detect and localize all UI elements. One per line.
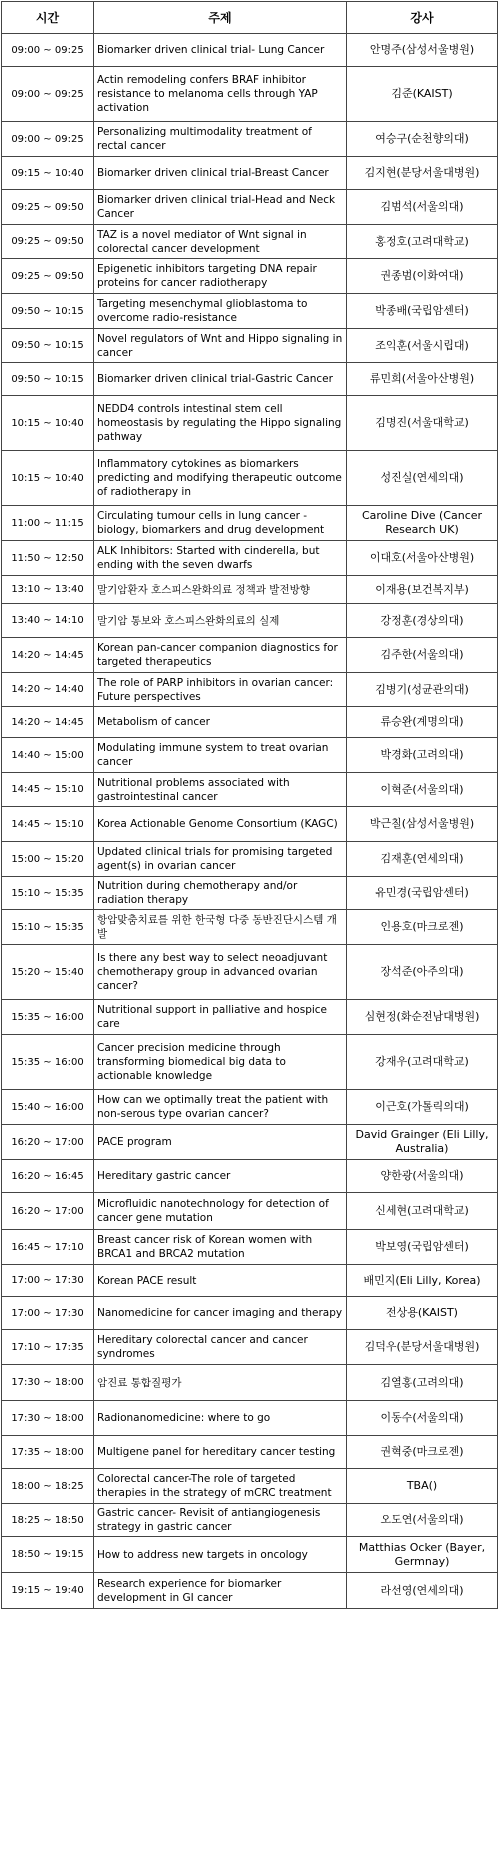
table-row bbox=[2, 190, 498, 225]
table-row bbox=[2, 67, 498, 122]
table-row bbox=[2, 1230, 498, 1265]
topic-cell: Nutritional support in palliative and hospice care bbox=[94, 1000, 347, 1035]
table-row bbox=[2, 506, 498, 541]
speaker-cell: 신세현(고려대학교) bbox=[347, 1193, 498, 1230]
table-row bbox=[2, 294, 498, 329]
topic-cell: How can we optimally treat the patient with non-serous type ovarian cancer? bbox=[94, 1090, 347, 1125]
table-row bbox=[2, 1469, 498, 1504]
speaker-cell: 조익훈(서울시립대) bbox=[347, 329, 498, 363]
topic-cell: 항암맞춤치료를 위한 한국형 다중 동반진단시스템 개발 bbox=[94, 910, 347, 945]
table-row bbox=[2, 1330, 498, 1365]
topic-cell: Metabolism of cancer bbox=[94, 707, 347, 738]
table-row bbox=[2, 396, 498, 451]
speaker-cell: David Grainger (Eli Lilly, Australia) bbox=[347, 1125, 498, 1160]
time-cell: 09:50 ~ 10:15 bbox=[2, 294, 94, 329]
topic-cell: Is there any best way to select neoadjuvant chemotherapy group in advanced ovarian cancer? bbox=[94, 945, 347, 1000]
speaker-cell: 박종배(국립암센터) bbox=[347, 294, 498, 329]
speaker-cell: TBA() bbox=[347, 1469, 498, 1504]
topic-cell: Breast cancer risk of Korean women with BRCA1 and BRCA2 mutation bbox=[94, 1230, 347, 1265]
table-row bbox=[2, 1504, 498, 1537]
time-cell: 09:50 ~ 10:15 bbox=[2, 363, 94, 396]
table-row bbox=[2, 259, 498, 294]
speaker-cell: 박보영(국립암센터) bbox=[347, 1230, 498, 1265]
time-cell: 17:10 ~ 17:35 bbox=[2, 1330, 94, 1365]
time-cell: 17:30 ~ 18:00 bbox=[2, 1365, 94, 1401]
speaker-cell: 이재용(보건복지부) bbox=[347, 576, 498, 604]
table-row bbox=[2, 807, 498, 842]
table-row bbox=[2, 541, 498, 576]
speaker-cell: 양한광(서울의대) bbox=[347, 1160, 498, 1193]
topic-cell: The role of PARP inhibitors in ovarian cancer: Future perspectives bbox=[94, 673, 347, 707]
table-row bbox=[2, 1401, 498, 1436]
topic-cell: Colorectal cancer-The role of targeted therapies in the strategy of mCRC treatment bbox=[94, 1469, 347, 1504]
table-row bbox=[2, 604, 498, 638]
speaker-cell: 전상용(KAIST) bbox=[347, 1297, 498, 1330]
table-row bbox=[2, 329, 498, 363]
topic-cell: Targeting mesenchymal glioblastoma to overcome radio-resistance bbox=[94, 294, 347, 329]
time-cell: 14:45 ~ 15:10 bbox=[2, 773, 94, 807]
time-cell: 18:00 ~ 18:25 bbox=[2, 1469, 94, 1504]
speaker-cell: 여승구(순천향의대) bbox=[347, 122, 498, 157]
time-cell: 11:00 ~ 11:15 bbox=[2, 506, 94, 541]
speaker-cell: 이근호(가톨릭의대) bbox=[347, 1090, 498, 1125]
topic-cell: ALK Inhibitors: Started with cinderella, but ending with the seven dwarfs bbox=[94, 541, 347, 576]
topic-cell: How to address new targets in oncology bbox=[94, 1537, 347, 1573]
table-row bbox=[2, 1125, 498, 1160]
speaker-cell: 김지현(분당서울대병원) bbox=[347, 157, 498, 190]
time-cell: 15:00 ~ 15:20 bbox=[2, 842, 94, 877]
speaker-cell: 김병기(성균관의대) bbox=[347, 673, 498, 707]
time-cell: 09:00 ~ 09:25 bbox=[2, 34, 94, 67]
speaker-cell: 류승완(계명의대) bbox=[347, 707, 498, 738]
time-cell: 17:00 ~ 17:30 bbox=[2, 1265, 94, 1297]
time-cell: 09:25 ~ 09:50 bbox=[2, 225, 94, 259]
topic-cell: 암진료 통합질평가 bbox=[94, 1365, 347, 1401]
topic-cell: Research experience for biomarker development in GI cancer bbox=[94, 1573, 347, 1609]
table-row bbox=[2, 738, 498, 773]
time-cell: 09:25 ~ 09:50 bbox=[2, 190, 94, 225]
table-row bbox=[2, 1436, 498, 1469]
time-cell: 15:35 ~ 16:00 bbox=[2, 1000, 94, 1035]
speaker-cell: 권종범(이화여대) bbox=[347, 259, 498, 294]
table-row bbox=[2, 877, 498, 910]
topic-cell: Updated clinical trials for promising targeted agent(s) in ovarian cancer bbox=[94, 842, 347, 877]
speaker-cell: Caroline Dive (Cancer Research UK) bbox=[347, 506, 498, 541]
speaker-cell: 김재훈(연세의대) bbox=[347, 842, 498, 877]
speaker-cell: 강정훈(경상의대) bbox=[347, 604, 498, 638]
time-cell: 15:35 ~ 16:00 bbox=[2, 1035, 94, 1090]
time-cell: 15:20 ~ 15:40 bbox=[2, 945, 94, 1000]
table-row bbox=[2, 945, 498, 1000]
speaker-cell: 김주한(서울의대) bbox=[347, 638, 498, 673]
speaker-cell: 이대호(서울아산병원) bbox=[347, 541, 498, 576]
topic-cell: Biomarker driven clinical trial-Breast Cancer bbox=[94, 157, 347, 190]
topic-cell: Biomarker driven clinical trial- Lung Cancer bbox=[94, 34, 347, 67]
speaker-cell: 김범석(서울의대) bbox=[347, 190, 498, 225]
time-cell: 13:10 ~ 13:40 bbox=[2, 576, 94, 604]
topic-cell: Radionanomedicine: where to go bbox=[94, 1401, 347, 1436]
time-cell: 09:00 ~ 09:25 bbox=[2, 122, 94, 157]
time-cell: 10:15 ~ 10:40 bbox=[2, 451, 94, 506]
time-cell: 15:10 ~ 15:35 bbox=[2, 877, 94, 910]
table-row bbox=[2, 1537, 498, 1573]
time-cell: 17:00 ~ 17:30 bbox=[2, 1297, 94, 1330]
topic-cell: TAZ is a novel mediator of Wnt signal in colorectal cancer development bbox=[94, 225, 347, 259]
table-row bbox=[2, 122, 498, 157]
table-row bbox=[2, 576, 498, 604]
speaker-cell: 강재우(고려대학교) bbox=[347, 1035, 498, 1090]
time-cell: 10:15 ~ 10:40 bbox=[2, 396, 94, 451]
table-row bbox=[2, 34, 498, 67]
table-row bbox=[2, 225, 498, 259]
table-row bbox=[2, 1160, 498, 1193]
topic-cell: Multigene panel for hereditary cancer testing bbox=[94, 1436, 347, 1469]
schedule-body bbox=[2, 34, 498, 1609]
table-row bbox=[2, 1090, 498, 1125]
header-speaker: 강사 bbox=[347, 2, 498, 34]
header-topic: 주제 bbox=[94, 2, 347, 34]
table-row bbox=[2, 157, 498, 190]
header-time: 시간 bbox=[2, 2, 94, 34]
table-row bbox=[2, 1573, 498, 1609]
speaker-cell: 류민희(서울아산병원) bbox=[347, 363, 498, 396]
speaker-cell: 안명주(삼성서울병원) bbox=[347, 34, 498, 67]
header-row bbox=[2, 2, 498, 34]
speaker-cell: 박경화(고려의대) bbox=[347, 738, 498, 773]
time-cell: 15:40 ~ 16:00 bbox=[2, 1090, 94, 1125]
time-cell: 17:30 ~ 18:00 bbox=[2, 1401, 94, 1436]
time-cell: 15:10 ~ 15:35 bbox=[2, 910, 94, 945]
table-row bbox=[2, 1297, 498, 1330]
speaker-cell: 성진실(연세의대) bbox=[347, 451, 498, 506]
speaker-cell: 유민경(국립암센터) bbox=[347, 877, 498, 910]
time-cell: 14:45 ~ 15:10 bbox=[2, 807, 94, 842]
topic-cell: Hereditary colorectal cancer and cancer syndromes bbox=[94, 1330, 347, 1365]
time-cell: 09:00 ~ 09:25 bbox=[2, 67, 94, 122]
topic-cell: Novel regulators of Wnt and Hippo signaling in cancer bbox=[94, 329, 347, 363]
table-row bbox=[2, 638, 498, 673]
topic-cell: Korea Actionable Genome Consortium (KAGC) bbox=[94, 807, 347, 842]
topic-cell: Biomarker driven clinical trial-Head and Neck Cancer bbox=[94, 190, 347, 225]
table-row bbox=[2, 1265, 498, 1297]
time-cell: 09:15 ~ 10:40 bbox=[2, 157, 94, 190]
topic-cell: Nanomedicine for cancer imaging and therapy bbox=[94, 1297, 347, 1330]
topic-cell: Microfluidic nanotechnology for detection of cancer gene mutation bbox=[94, 1193, 347, 1230]
speaker-cell: 오도연(서울의대) bbox=[347, 1504, 498, 1537]
table-row bbox=[2, 673, 498, 707]
time-cell: 17:35 ~ 18:00 bbox=[2, 1436, 94, 1469]
topic-cell: Nutrition during chemotherapy and/or radiation therapy bbox=[94, 877, 347, 910]
topic-cell: PACE program bbox=[94, 1125, 347, 1160]
time-cell: 16:20 ~ 16:45 bbox=[2, 1160, 94, 1193]
speaker-cell: 이혁준(서울의대) bbox=[347, 773, 498, 807]
topic-cell: Korean pan-cancer companion diagnostics for targeted therapeutics bbox=[94, 638, 347, 673]
time-cell: 16:20 ~ 17:00 bbox=[2, 1193, 94, 1230]
topic-cell: Gastric cancer- Revisit of antiangiogenesis strategy in gastric cancer bbox=[94, 1504, 347, 1537]
topic-cell: Epigenetic inhibitors targeting DNA repair proteins for cancer radiotherapy bbox=[94, 259, 347, 294]
schedule-table bbox=[1, 1, 498, 1609]
speaker-cell: 장석준(아주의대) bbox=[347, 945, 498, 1000]
time-cell: 14:20 ~ 14:40 bbox=[2, 673, 94, 707]
speaker-cell: 김열홍(고려의대) bbox=[347, 1365, 498, 1401]
table-row bbox=[2, 842, 498, 877]
time-cell: 14:20 ~ 14:45 bbox=[2, 638, 94, 673]
topic-cell: Inflammatory cytokines as biomarkers predicting and modifying therapeutic outcome of radiotherapy in bbox=[94, 451, 347, 506]
topic-cell: 말기암 통보와 호스피스완화의료의 실제 bbox=[94, 604, 347, 638]
time-cell: 14:40 ~ 15:00 bbox=[2, 738, 94, 773]
topic-cell: Biomarker driven clinical trial-Gastric Cancer bbox=[94, 363, 347, 396]
table-row bbox=[2, 1035, 498, 1090]
topic-cell: Hereditary gastric cancer bbox=[94, 1160, 347, 1193]
speaker-cell: 라선영(연세의대) bbox=[347, 1573, 498, 1609]
topic-cell: NEDD4 controls intestinal stem cell homeostasis by regulating the Hippo signaling pathway bbox=[94, 396, 347, 451]
table-row bbox=[2, 451, 498, 506]
speaker-cell: 인용호(마크로젠) bbox=[347, 910, 498, 945]
table-row bbox=[2, 707, 498, 738]
time-cell: 09:25 ~ 09:50 bbox=[2, 259, 94, 294]
time-cell: 18:25 ~ 18:50 bbox=[2, 1504, 94, 1537]
time-cell: 11:50 ~ 12:50 bbox=[2, 541, 94, 576]
time-cell: 09:50 ~ 10:15 bbox=[2, 329, 94, 363]
speaker-cell: 김준(KAIST) bbox=[347, 67, 498, 122]
speaker-cell: 박근칠(삼성서울병원) bbox=[347, 807, 498, 842]
time-cell: 16:20 ~ 17:00 bbox=[2, 1125, 94, 1160]
table-row bbox=[2, 363, 498, 396]
time-cell: 14:20 ~ 14:45 bbox=[2, 707, 94, 738]
table-row bbox=[2, 1365, 498, 1401]
speaker-cell: Matthias Ocker (Bayer, Germnay) bbox=[347, 1537, 498, 1573]
topic-cell: Circulating tumour cells in lung cancer - biology, biomarkers and drug development bbox=[94, 506, 347, 541]
speaker-cell: 권혁중(마크로젠) bbox=[347, 1436, 498, 1469]
topic-cell: Nutritional problems associated with gastrointestinal cancer bbox=[94, 773, 347, 807]
table-row bbox=[2, 1000, 498, 1035]
topic-cell: Cancer precision medicine through transforming biomedical big data to actionable knowledge bbox=[94, 1035, 347, 1090]
speaker-cell: 이동수(서울의대) bbox=[347, 1401, 498, 1436]
topic-cell: Actin remodeling confers BRAF inhibitor resistance to melanoma cells through YAP activation bbox=[94, 67, 347, 122]
speaker-cell: 심현정(화순전남대병원) bbox=[347, 1000, 498, 1035]
speaker-cell: 김명진(서울대학교) bbox=[347, 396, 498, 451]
topic-cell: Personalizing multimodality treatment of rectal cancer bbox=[94, 122, 347, 157]
time-cell: 18:50 ~ 19:15 bbox=[2, 1537, 94, 1573]
table-row bbox=[2, 910, 498, 945]
time-cell: 19:15 ~ 19:40 bbox=[2, 1573, 94, 1609]
topic-cell: 말기암환자 호스피스완화의료 정책과 발전방향 bbox=[94, 576, 347, 604]
topic-cell: Modulating immune system to treat ovarian cancer bbox=[94, 738, 347, 773]
time-cell: 16:45 ~ 17:10 bbox=[2, 1230, 94, 1265]
speaker-cell: 배민지(Eli Lilly, Korea) bbox=[347, 1265, 498, 1297]
table-row bbox=[2, 1193, 498, 1230]
time-cell: 13:40 ~ 14:10 bbox=[2, 604, 94, 638]
speaker-cell: 김덕우(분당서울대병원) bbox=[347, 1330, 498, 1365]
table-row bbox=[2, 773, 498, 807]
speaker-cell: 홍정호(고려대학교) bbox=[347, 225, 498, 259]
topic-cell: Korean PACE result bbox=[94, 1265, 347, 1297]
